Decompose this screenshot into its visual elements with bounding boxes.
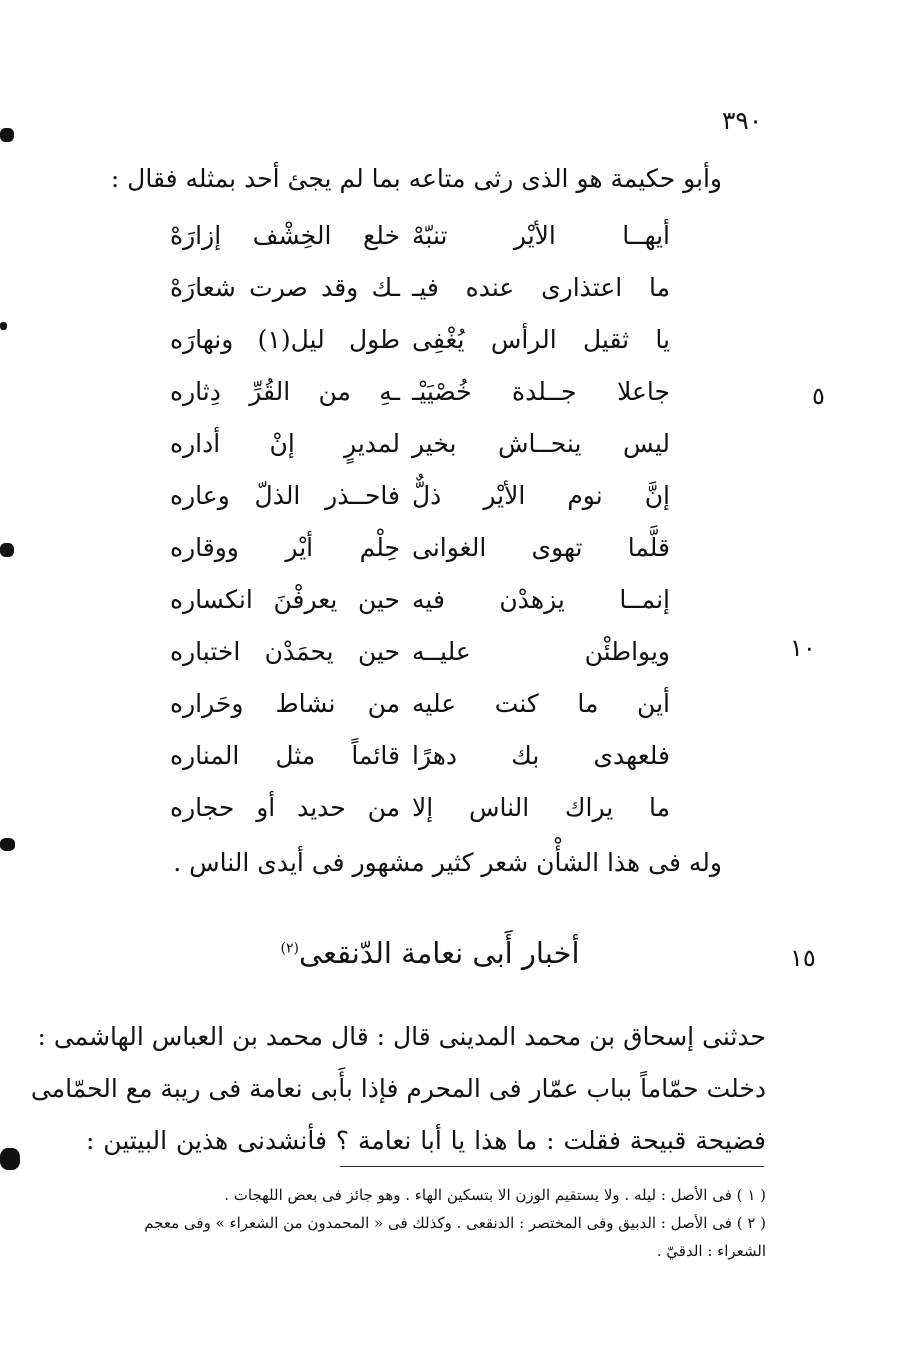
footnote-separator: [340, 1166, 764, 1167]
verse-line: [170, 741, 670, 789]
verse-first-hemistich: ليس ينحــاش بخير: [412, 429, 670, 458]
verse-first-hemistich: ما يراك الناس إلا: [412, 793, 670, 822]
verse-second-hemistich: ـهِ من القُرِّ دِثاره: [170, 377, 400, 406]
verse-second-hemistich: لمديرٍ إنْ أداره: [170, 429, 400, 458]
verse-line: [170, 481, 670, 529]
page-number: ٣٩٠: [722, 106, 763, 135]
verse-first-hemistich: ويواطئْن عليــه: [412, 637, 670, 666]
footnote: ( ٢ ) فى الأصل : الدبيق وفى المختصر : الدنقعى . وكذلك فى « المحمدون من الشعراء » وفى معجم: [144, 1214, 766, 1232]
verse-first-hemistich: فلعهدى بك دهرًا: [412, 741, 670, 770]
scan-mark: [0, 1148, 20, 1170]
verse-second-hemistich: طول ليل(١) ونهارَه: [170, 325, 400, 354]
verse-first-hemistich: قلَّما تهوى الغوانى: [412, 533, 670, 562]
section-heading-title: أخبار أَبى نعامة الدّنقعى: [298, 936, 580, 970]
section-heading: [260, 936, 600, 970]
verse-line: [170, 429, 670, 477]
prose-line: فضيحة قبيحة فقلت : ما هذا يا أبا نعامة ؟ فأنشدنى هذين البيتين :: [86, 1126, 766, 1155]
verse-line: [170, 273, 670, 321]
verse-first-hemistich: إنَّ نوم الأيْر ذلٌّ: [412, 481, 670, 510]
line-number-5: ٥: [812, 382, 825, 410]
scan-mark: [0, 128, 14, 142]
footnote-marker: (٢): [280, 940, 299, 957]
verse-line: [170, 325, 670, 373]
line-number-10: ١٠: [790, 634, 816, 662]
verse-second-hemistich: فاحــذر الذلّ وعاره: [170, 481, 400, 510]
verse-first-hemistich: جاعلا جــلدة خُصْيَيْـ: [412, 377, 670, 406]
verse-second-hemistich: قائماً مثل المناره: [170, 741, 400, 770]
verse-first-hemistich: يا ثقيل الرأس يُغْفِى: [412, 325, 670, 354]
verse-first-hemistich: أين ما كنت عليه: [412, 689, 670, 718]
closing-line: وله فى هذا الشأْن شعر كثير مشهور فى أيدى الناس .: [173, 848, 722, 877]
verse-first-hemistich: أيهــا الأيْر تنبّهْ: [412, 221, 670, 250]
prose-line: دخلت حمّاماً بباب عمّار فى المحرم فإذا بأَبى نعامة فى ريبة مع الحمّامى: [30, 1074, 766, 1103]
footnote: الشعراء : الدقيّ .: [656, 1242, 766, 1260]
verse-line: [170, 689, 670, 737]
verse-first-hemistich: ما اعتذارى عنده فيـ: [412, 273, 670, 302]
verse-line: [170, 377, 670, 425]
verse-second-hemistich: حين يعرفْنَ انكساره: [170, 585, 400, 614]
verse-line: [170, 793, 670, 841]
verse-second-hemistich: من حديد أو حجاره: [170, 793, 400, 822]
verse-second-hemistich: خلع الخِشْف إزارَهْ: [170, 221, 400, 250]
line-number-15: ١٥: [790, 944, 816, 972]
verse-second-hemistich: حين يحمَدْن اختباره: [170, 637, 400, 666]
verse-first-hemistich: إنمــا يزهدْن فيه: [412, 585, 670, 614]
scan-mark: [0, 543, 14, 557]
footnote: ( ١ ) فى الأصل : ليله . ولا يستقيم الوزن الا بتسكين الهاء . وهو جائز فى بعض اللهجات .: [224, 1186, 766, 1204]
verse-line: [170, 533, 670, 581]
scan-mark: [0, 838, 15, 851]
prose-line: حدثنى إسحاق بن محمد المدينى قال : قال محمد بن العباس الهاشمى :: [37, 1022, 766, 1051]
scan-mark: [0, 322, 7, 330]
intro-line: وأبو حكيمة هو الذى رثى متاعه بما لم يجئ أحد بمثله فقال :: [110, 164, 722, 193]
verse-line: [170, 637, 670, 685]
verse-line: [170, 221, 670, 269]
verse-second-hemistich: حِلْم أيْر ووقاره: [170, 533, 400, 562]
verse-second-hemistich: ـك وقد صرت شعارَهْ: [170, 273, 400, 302]
verse-line: [170, 585, 670, 633]
verse-second-hemistich: من نشاط وحَراره: [170, 689, 400, 718]
